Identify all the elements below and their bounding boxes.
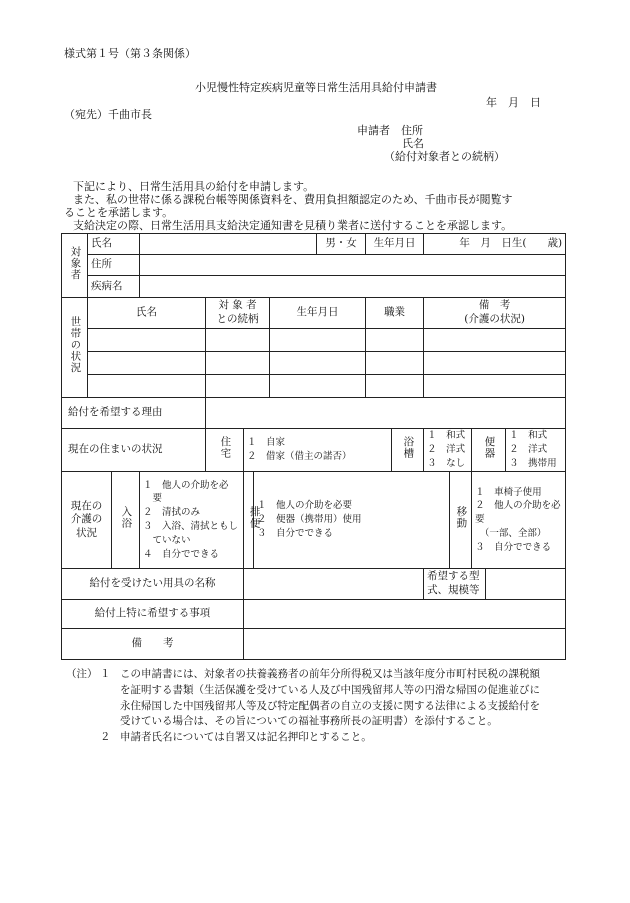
household-cell[interactable] (424, 375, 566, 398)
household-cell[interactable] (206, 375, 270, 398)
care-move-option[interactable]: １ 車椅子使用 (475, 486, 542, 498)
intro-line: 支給決定の際、日常生活用具支給決定通知書を見積り業者に送付することを承認します。 (73, 219, 513, 232)
toilet-type-option[interactable]: １ 和式 (509, 430, 548, 442)
bath-type-option[interactable]: １ 和式 (427, 430, 466, 442)
subject-address-field[interactable] (140, 255, 566, 276)
remarks-field[interactable] (244, 629, 566, 660)
house-options[interactable] (244, 429, 392, 472)
remarks-label: 備 考 (62, 629, 244, 660)
special-request-label: 給付上特に希望する事項 (62, 600, 244, 629)
reason-field[interactable] (206, 398, 566, 429)
note-text: 申請者氏名については自署又は記名押印とすること。 (120, 731, 372, 743)
care-move-label: 移動 (450, 472, 472, 569)
household-cell[interactable] (424, 352, 566, 375)
bath-type-option[interactable]: ２ 洋式 (427, 444, 466, 456)
item-name-field[interactable] (244, 569, 424, 600)
subject-dob-label: 生年月日 (366, 234, 424, 255)
care-move-option[interactable]: ３ 自分でできる (475, 541, 552, 553)
care-excretion-option[interactable]: ２ 便器（携帯用）使用 (257, 514, 362, 526)
bath-type-label: 浴槽 (392, 429, 424, 472)
intro-line: 下記により、日常生活用具の給付を申請します。 (73, 180, 315, 193)
care-excretion-option[interactable]: ３ 自分でできる (257, 527, 334, 539)
care-status-label-line: 介護の (70, 513, 103, 526)
subject-dob-field[interactable]: 年 月 日生( 歳) (424, 234, 566, 255)
subject-disease-field[interactable] (140, 276, 566, 298)
household-col-remarks-line: 備 考 (478, 299, 511, 312)
subject-address-label: 住所 (88, 255, 140, 276)
care-excretion-options[interactable] (254, 472, 450, 569)
household-cell[interactable] (206, 329, 270, 352)
bath-type-option[interactable]: ３ なし (427, 457, 466, 469)
care-status-label (62, 472, 112, 569)
care-move-option[interactable]: （一部、全部） (475, 527, 547, 539)
household-col-relation-line: 対 象 者 (218, 299, 257, 312)
household-col-job: 職業 (366, 298, 424, 329)
note-number: １ (100, 668, 111, 680)
household-col-remarks (424, 298, 566, 329)
household-cell[interactable] (424, 329, 566, 352)
notes-section (66, 667, 544, 746)
note-item (66, 730, 544, 746)
care-move-option[interactable]: ２ 他人の介助を必要 (475, 500, 561, 526)
intro-line: また、私の世帯に係る課税台帳等関係資料を、費用負担額認定のため、千曲市長が閲覧す (73, 193, 513, 206)
desired-model-label-line: 式、規模等 (427, 584, 480, 596)
note-text: この申請書には、対象者の扶養義務者の前年分所得税又は当該年度分市町村民税の課税額を証明する書類（生活保護を受けている人及び中国残留邦人等の円滑な帰国の促進並びに永住帰国した中国残留邦人等及び特定配偶者の自立の支援に関する法律による支援給付を受けている場合は、その旨についての福祉事務所長の証明書）を添付すること。 (120, 668, 540, 728)
housing-label: 現在の住まいの状況 (62, 429, 206, 472)
addressee: （宛先）千曲市長 (64, 108, 152, 121)
household-cell[interactable] (366, 329, 424, 352)
applicant-name-label: 氏名 (402, 137, 424, 150)
desired-model-label (424, 569, 486, 600)
sex-field[interactable]: 男・女 (317, 234, 366, 255)
household-cell[interactable] (270, 352, 366, 375)
item-name-label: 給付を受けたい用具の名称 (62, 569, 244, 600)
applicant-address-label: 申請者 住所 (357, 124, 423, 137)
toilet-type-label: 便器 (472, 429, 506, 472)
household-col-relation (206, 298, 270, 329)
care-bath-option[interactable]: ４ 自分でできる (143, 548, 220, 560)
subject-group-label: 対象者 (62, 234, 88, 298)
care-bath-option[interactable]: ていない (143, 534, 191, 546)
care-bath-option[interactable]: １ 他人の介助を必 (143, 479, 229, 491)
household-col-relation-line: との続柄 (216, 313, 259, 325)
care-bath-label: 入浴 (112, 472, 140, 569)
care-bath-options[interactable] (140, 472, 244, 569)
household-col-name: 氏名 (88, 298, 206, 329)
form-title: 小児慢性特定疾病児童等日常生活用具給付申請書 (195, 81, 437, 94)
care-excretion-label: 排便 (244, 472, 254, 569)
care-excretion-option[interactable]: １ 他人の介助を必要 (257, 500, 353, 512)
subject-disease-label: 疾病名 (88, 276, 140, 298)
household-cell[interactable] (88, 352, 206, 375)
household-cell[interactable] (270, 329, 366, 352)
care-bath-option[interactable]: ２ 清拭のみ (143, 507, 201, 519)
toilet-type-options[interactable] (506, 429, 566, 472)
care-move-options[interactable] (472, 472, 566, 569)
household-cell[interactable] (206, 352, 270, 375)
household-group-label: 世帯の状況 (62, 298, 88, 398)
care-status-label-line: 状況 (76, 526, 97, 539)
desired-model-field[interactable] (486, 569, 566, 600)
toilet-type-option[interactable]: ３ 携帯用 (509, 457, 557, 469)
household-cell[interactable] (270, 375, 366, 398)
house-label: 住宅 (206, 429, 244, 472)
care-bath-option[interactable]: 要 (143, 493, 163, 505)
intro-line: ることを承諾します。 (64, 206, 174, 219)
application-table (61, 233, 566, 660)
care-bath-option[interactable]: ３ 入浴、清拭ともし (143, 521, 239, 532)
household-cell[interactable] (88, 329, 206, 352)
applicant-relation-label: （給付対象者との続柄） (384, 150, 505, 163)
form-number: 様式第１号（第３条関係） (64, 47, 196, 60)
house-option[interactable]: １ 自家 (247, 437, 286, 449)
household-cell[interactable] (88, 375, 206, 398)
special-request-field[interactable] (244, 600, 566, 629)
household-cell[interactable] (366, 352, 424, 375)
care-status-label-line: 現在の (70, 499, 103, 512)
household-col-remarks-line: (介護の状況) (464, 313, 525, 325)
household-col-dob: 生年月日 (270, 298, 366, 329)
household-cell[interactable] (366, 375, 424, 398)
subject-name-label: 氏名 (88, 234, 140, 255)
notes-mark: （注） (66, 668, 98, 680)
note-number: ２ (100, 731, 111, 743)
house-option[interactable]: ２ 借家（借主の諾否） (247, 451, 352, 462)
date-field: 年 月 日 (486, 96, 541, 109)
toilet-type-option[interactable]: ２ 洋式 (509, 444, 548, 456)
subject-name-field[interactable] (140, 234, 317, 255)
reason-label: 給付を希望する理由 (62, 398, 206, 429)
desired-model-label-line: 希望する型 (427, 570, 480, 583)
bath-type-options[interactable] (424, 429, 472, 472)
note-item (66, 667, 544, 730)
